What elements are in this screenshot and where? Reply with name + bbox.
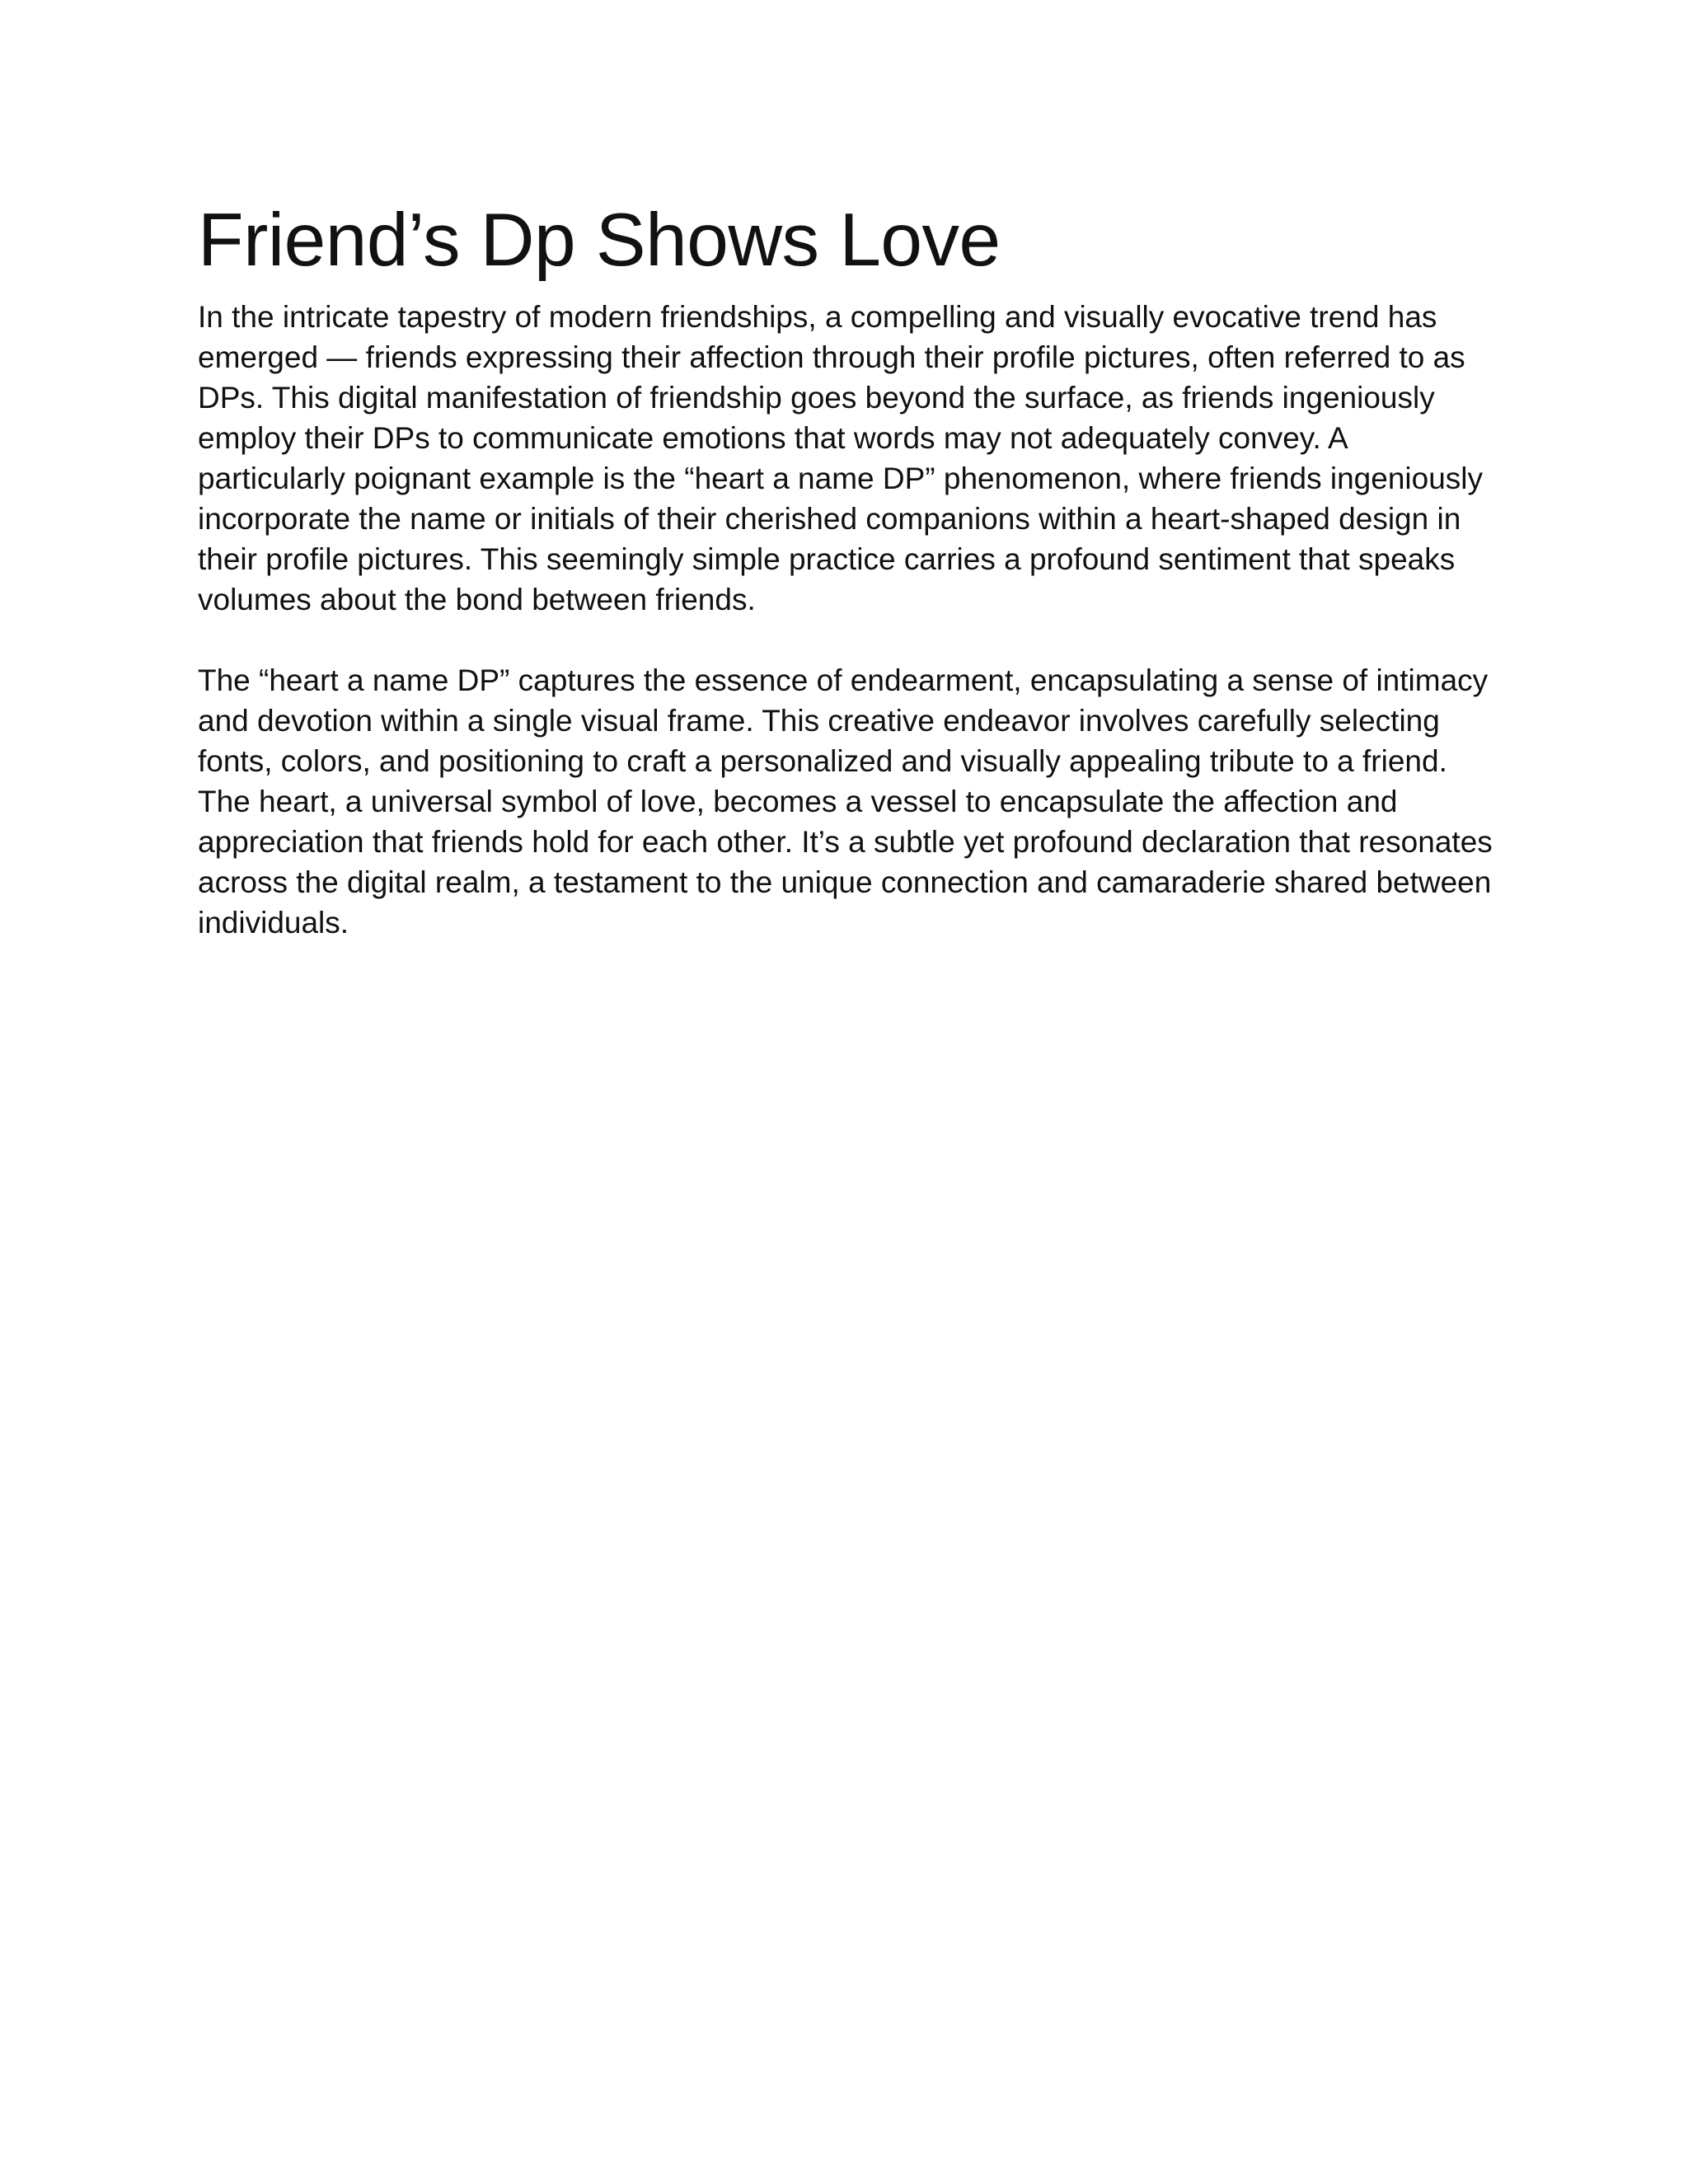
body-paragraph: The “heart a name DP” captures the essence of endearment, encapsulating a sense of intimacy and devotion within a single visual frame. This creative endeavor involves carefully selecting fonts, colors, and positioning to craft a personalized and visually appealing tribute to a friend. The heart, a universal symbol of love, becomes a vessel to encapsulate the affection and appreciation that friends hold for each other. It’s a subtle yet profound declaration that resonates across the digital realm, a testament to the unique connection and camaraderie shared between individuals. xyxy=(198,663,1493,940)
body-paragraph: In the intricate tapestry of modern friendships, a compelling and visually evocative trend has emerged — friends expressing their affection through their profile pictures, often referred to as DPs. This digital manifestation of friendship goes beyond the surface, as friends ingeniously employ their DPs to communicate emotions that words may not adequately convey. A particularly poignant example is the “heart a name DP” phenomenon, where friends ingeniously incorporate the name or initials of their cherished companions within a heart-shaped design in their profile pictures. This seemingly simple practice carries a profound sentiment that speaks volumes about the bond between friends. xyxy=(198,300,1483,616)
document-content xyxy=(198,191,1500,943)
page-title: Friend’s Dp Shows Love xyxy=(198,199,1001,282)
